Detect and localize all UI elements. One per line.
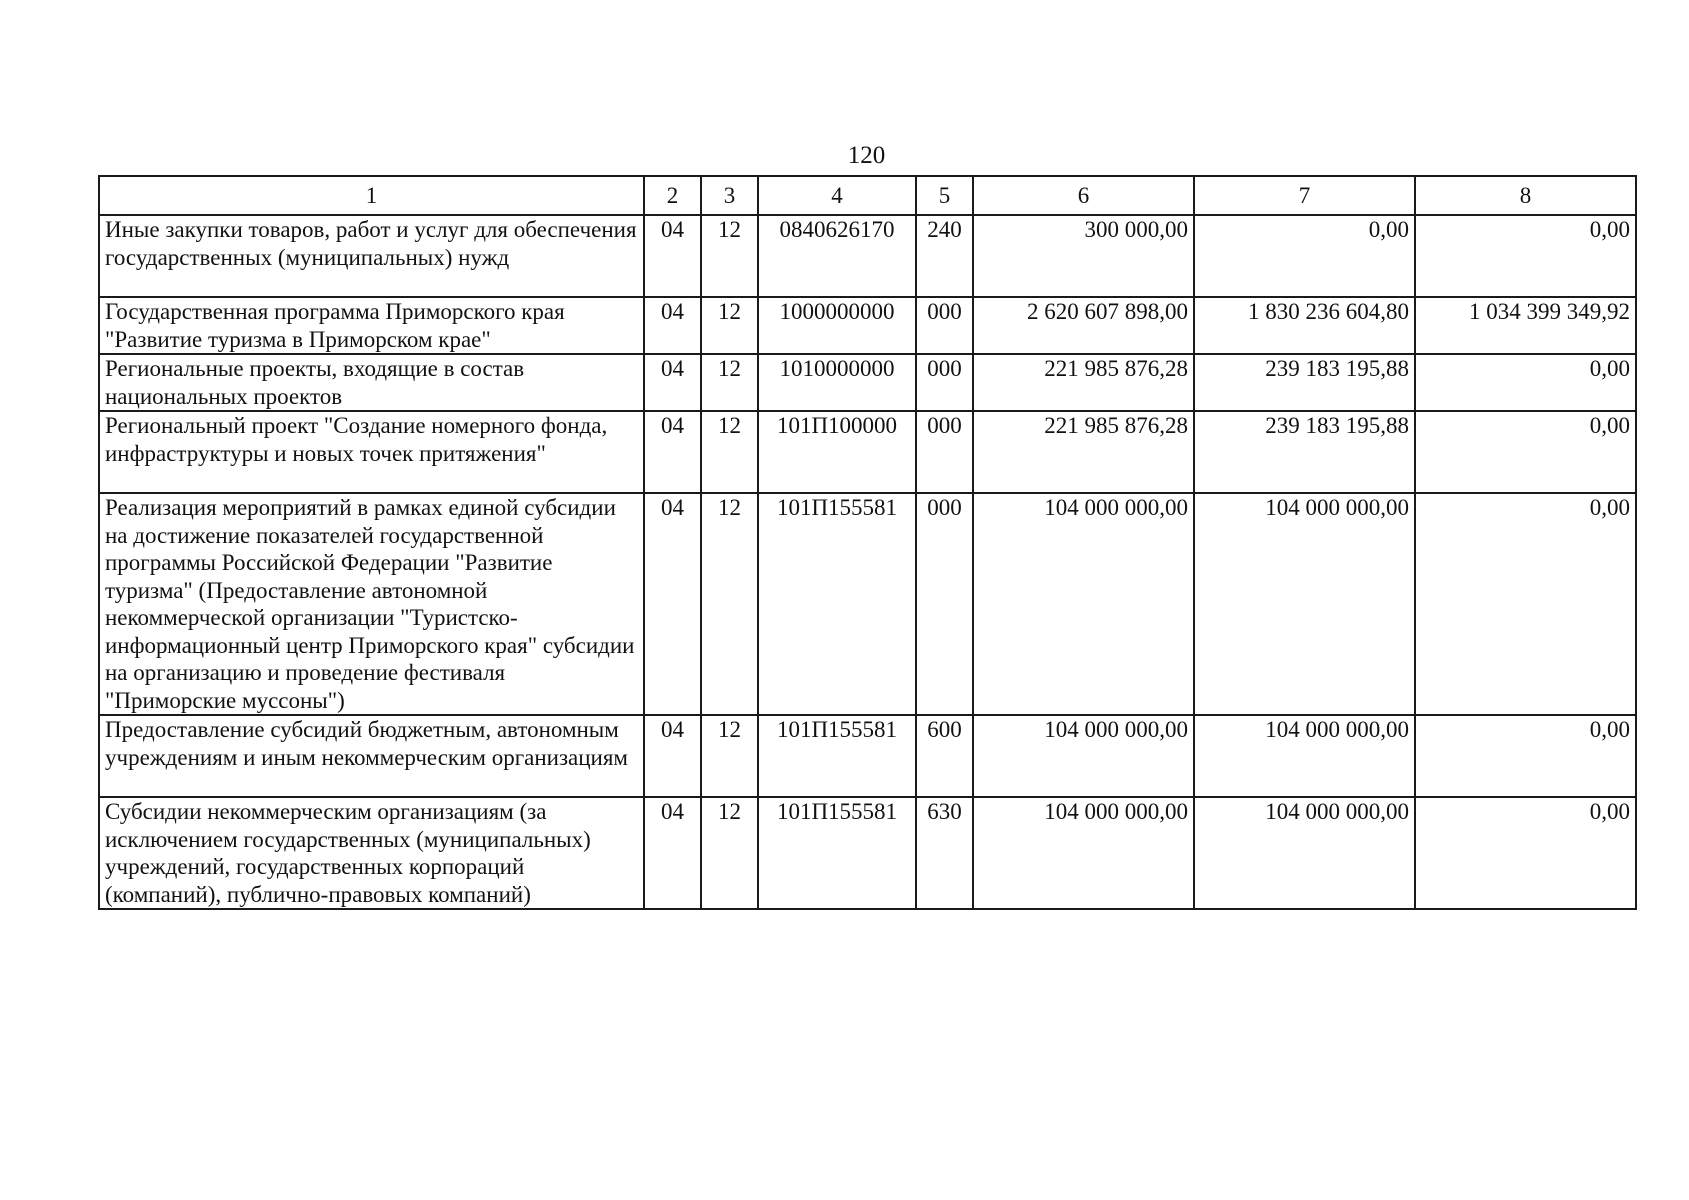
amount-col8-cell: 0,00	[1415, 715, 1636, 797]
subsection-code-cell: 12	[701, 411, 758, 493]
expense-type-cell: 000	[916, 297, 973, 354]
amount-col7-cell: 1 830 236 604,80	[1194, 297, 1415, 354]
budget-table	[98, 175, 1637, 910]
amount-col8-cell: 0,00	[1415, 215, 1636, 297]
section-code-cell: 04	[644, 354, 701, 411]
table-row	[99, 493, 1636, 715]
subsection-code-cell: 12	[701, 297, 758, 354]
expense-type-cell: 240	[916, 215, 973, 297]
row-name-cell: Субсидии некоммерческим организациям (за исключением государственных (муниципальных) учреждений, государственных корпораций (компаний), публично-правовых компаний)	[99, 797, 644, 909]
section-code-cell: 04	[644, 797, 701, 909]
column-header-2: 2	[644, 176, 701, 215]
amount-col6-cell: 104 000 000,00	[973, 797, 1194, 909]
amount-col6-cell: 2 620 607 898,00	[973, 297, 1194, 354]
target-article-cell: 101П100000	[758, 411, 916, 493]
subsection-code-cell: 12	[701, 715, 758, 797]
subsection-code-cell: 12	[701, 354, 758, 411]
column-header-4: 4	[758, 176, 916, 215]
row-name-cell: Региональный проект "Создание номерного фонда, инфраструктуры и новых точек притяжения"	[99, 411, 644, 493]
amount-col8-cell: 1 034 399 349,92	[1415, 297, 1636, 354]
amount-col7-cell: 0,00	[1194, 215, 1415, 297]
row-name-cell: Региональные проекты, входящие в состав национальных проектов	[99, 354, 644, 411]
column-header-8: 8	[1415, 176, 1636, 215]
row-name-cell: Иные закупки товаров, работ и услуг для обеспечения государственных (муниципальных) нужд	[99, 215, 644, 297]
expense-type-cell: 000	[916, 411, 973, 493]
target-article-cell: 1000000000	[758, 297, 916, 354]
expense-type-cell: 630	[916, 797, 973, 909]
table-row	[99, 354, 1636, 411]
amount-col7-cell: 104 000 000,00	[1194, 493, 1415, 715]
section-code-cell: 04	[644, 715, 701, 797]
table-row	[99, 215, 1636, 297]
table-row	[99, 797, 1636, 909]
target-article-cell: 101П155581	[758, 493, 916, 715]
column-header-6: 6	[973, 176, 1194, 215]
amount-col7-cell: 239 183 195,88	[1194, 411, 1415, 493]
page-number: 120	[847, 142, 886, 169]
amount-col6-cell: 221 985 876,28	[973, 411, 1194, 493]
expense-type-cell: 000	[916, 493, 973, 715]
row-name-cell: Государственная программа Приморского края "Развитие туризма в Приморском крае"	[99, 297, 644, 354]
section-code-cell: 04	[644, 411, 701, 493]
amount-col8-cell: 0,00	[1415, 797, 1636, 909]
expense-type-cell: 000	[916, 354, 973, 411]
amount-col7-cell: 104 000 000,00	[1194, 797, 1415, 909]
section-code-cell: 04	[644, 493, 701, 715]
column-header-7: 7	[1194, 176, 1415, 215]
table-row	[99, 715, 1636, 797]
amount-col8-cell: 0,00	[1415, 354, 1636, 411]
target-article-cell: 101П155581	[758, 715, 916, 797]
column-header-3: 3	[701, 176, 758, 215]
table-row	[99, 411, 1636, 493]
table-body	[99, 215, 1636, 909]
row-name-cell: Предоставление субсидий бюджетным, автономным учреждениям и иным некоммерческим организациям	[99, 715, 644, 797]
amount-col8-cell: 0,00	[1415, 493, 1636, 715]
target-article-cell: 101П155581	[758, 797, 916, 909]
column-header-5: 5	[916, 176, 973, 215]
column-header-1: 1	[99, 176, 644, 215]
amount-col6-cell: 104 000 000,00	[973, 715, 1194, 797]
subsection-code-cell: 12	[701, 215, 758, 297]
target-article-cell: 0840626170	[758, 215, 916, 297]
amount-col6-cell: 300 000,00	[973, 215, 1194, 297]
subsection-code-cell: 12	[701, 493, 758, 715]
amount-col8-cell: 0,00	[1415, 411, 1636, 493]
amount-col6-cell: 104 000 000,00	[973, 493, 1194, 715]
amount-col7-cell: 239 183 195,88	[1194, 354, 1415, 411]
table-row	[99, 297, 1636, 354]
header-row	[99, 176, 1636, 215]
expense-type-cell: 600	[916, 715, 973, 797]
amount-col7-cell: 104 000 000,00	[1194, 715, 1415, 797]
target-article-cell: 1010000000	[758, 354, 916, 411]
amount-col6-cell: 221 985 876,28	[973, 354, 1194, 411]
section-code-cell: 04	[644, 215, 701, 297]
row-name-cell: Реализация мероприятий в рамках единой субсидии на достижение показателей государственной программы Российской Федерации "Развитие туризма" (Предоставление автономной некоммерческой организации "Туристско-информационный центр Приморского края" субсидии на организацию и проведение фестиваля "Приморские муссоны")	[99, 493, 644, 715]
section-code-cell: 04	[644, 297, 701, 354]
subsection-code-cell: 12	[701, 797, 758, 909]
